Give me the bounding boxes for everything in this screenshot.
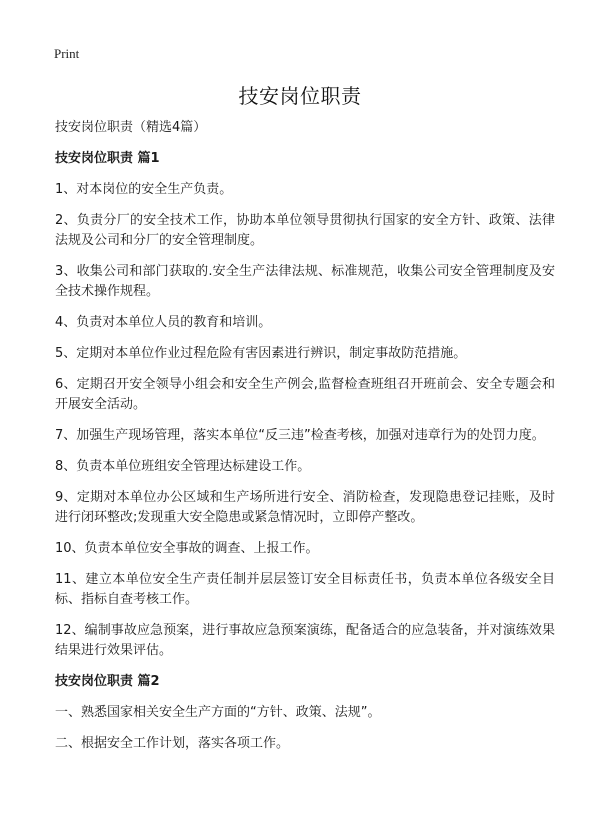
list-item: 3、收集公司和部门获取的.安全生产法律法规、标准规范，收集公司安全管理制度及安全技术操作规程。 — [55, 264, 555, 299]
list-item: 8、负责本单位班组安全管理达标建设工作。 — [55, 459, 311, 474]
list-item: 11、建立本单位安全生产责任制并层层签订安全目标责任书，负责本单位各级安全目标、指标自查考核工作。 — [55, 572, 555, 607]
list-item: 4、负责对本单位人员的教育和培训。 — [55, 315, 272, 330]
list-item: 9、定期对本单位办公区域和生产场所进行安全、消防检查，发现隐患登记挂账，及时进行闭环整改;发现重大安全隐患或紧急情况时，立即停产整改。 — [55, 490, 555, 525]
list-item: 二、根据安全工作计划，落实各项工作。 — [55, 736, 290, 751]
section-heading-1: 技安岗位职责 篇1 — [55, 151, 160, 166]
section-heading-2: 技安岗位职责 篇2 — [55, 674, 160, 689]
list-item: 一、熟悉国家相关安全生产方面的“方针、政策、法规”。 — [55, 705, 381, 720]
list-item: 10、负责本单位安全事故的调查、上报工作。 — [55, 541, 319, 556]
list-item: 12、编制事故应急预案，进行事故应急预案演练，配备适合的应急装备，并对演练效果结果进行效果评估。 — [55, 623, 555, 658]
list-item: 2、负责分厂的安全技术工作，协助本单位领导贯彻执行国家的安全方针、政策、法律法规及公司和分厂的安全管理制度。 — [55, 213, 555, 248]
print-label[interactable]: Print — [54, 46, 80, 61]
document-title: 技安岗位职责 — [238, 84, 362, 108]
list-item: 5、定期对本单位作业过程危险有害因素进行辨识，制定事故防范措施。 — [55, 346, 467, 361]
document-subtitle: 技安岗位职责（精选4篇） — [55, 120, 207, 135]
list-item: 6、定期召开安全领导小组会和安全生产例会,监督检查班组召开班前会、安全专题会和开展安全活动。 — [55, 377, 555, 412]
document-body — [55, 118, 555, 765]
list-item: 1、对本岗位的安全生产负责。 — [55, 182, 233, 197]
list-item: 7、加强生产现场管理，落实本单位“反三违”检查考核，加强对违章行为的处罚力度。 — [55, 428, 545, 443]
